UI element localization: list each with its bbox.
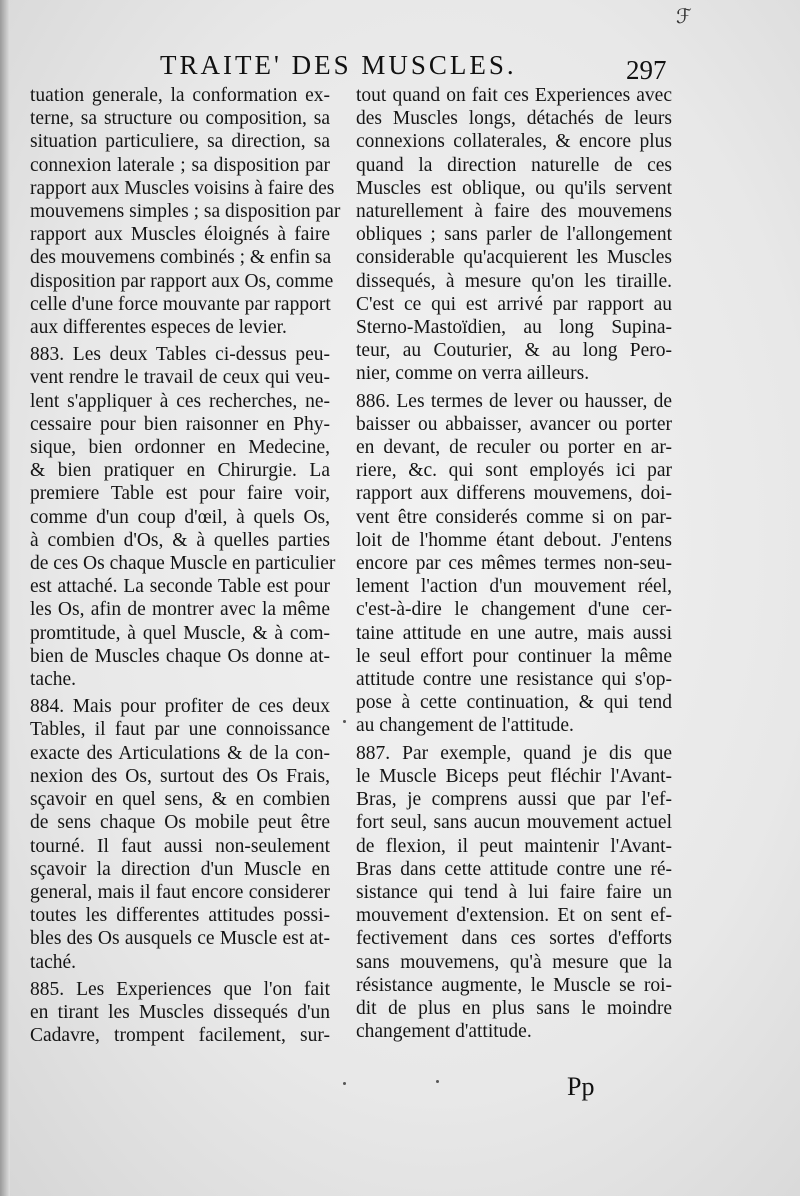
left-column-text-line: de ces Os chaque Muscle en particulier [30,553,336,575]
left-column-text-line: bien de Muscles chaque Os donne at- [30,645,330,667]
left-column-text-line: sique, bien ordonner en Medecine, [30,437,330,459]
left-column-text-line: tache. [30,669,77,691]
right-column-text-line: sans mouvemens, qu'à mesure que la [356,951,672,973]
right-column-text-line: rapport aux differens mouvemens, doi- [356,483,672,505]
right-column-text-line: obliques ; sans parler de l'allongement [356,224,672,246]
right-column-text-line: vent être considerés comme si on par- [356,506,672,528]
right-column-text-line: baisser ou abbaisser, avancer ou porter [356,413,672,435]
right-column-text-line: tout quand on fait ces Experiences avec [356,85,672,106]
right-column-text-line: encore par ces mêmes termes non-seu- [356,553,672,575]
left-column-text-line: cessaire pour bien raisonner en Phy- [30,413,330,435]
page-gutter-shadow [0,0,10,1196]
right-column-text-line: des Muscles longs, détachés de leurs [356,108,672,130]
right-column-text-line: le seul effort pour continuer la même [356,645,672,667]
left-column [30,84,341,1047]
left-column-text-line: des mouvemens combinés ; & enfin sa [30,247,332,269]
right-column-text-line: de flexion, il peut maintenir l'Avant- [356,835,672,857]
left-column-text-line: Tables, il faut par une connoissance [30,719,330,741]
right-column-text-line: C'est ce qui est arrivé par rapport au [356,293,672,315]
left-column-text-line: sçavoir en quel sens, & en combien [30,789,330,811]
right-column-text-line: lement l'action d'un mouvement réel, [356,576,672,598]
left-column-text-line: 885. Les Experiences que l'on fait [30,978,330,1000]
left-column-text-line: lent s'appliquer à ces recherches, ne- [30,390,330,412]
left-column-text-line: est attaché. La seconde Table est pour [30,576,330,598]
left-column-text-line: celle d'une force mouvante par rapport [30,293,331,315]
left-column-text-line: de sens chaque Os mobile peut être [30,812,330,834]
corner-mark: ℱ [676,4,692,28]
left-column-text-line: nexion des Os, surtout des Os Frais, [30,765,330,787]
right-column-text-line: Muscles est oblique, ou qu'ils servent [356,177,672,199]
right-column-text-line: loit de l'homme étant debout. J'entens [356,529,672,551]
left-column-text-line: en tirant les Muscles dissequés d'un [30,1001,330,1023]
right-column-text-line: teur, au Couturier, & au long Pero- [356,340,672,362]
right-column-text-line: dissequés, à mesure qu'on les tiraille. [356,270,672,292]
left-column-text-line: aux differentes especes de levier. [30,317,287,339]
left-column-text-line: 883. Les deux Tables ci-dessus peu- [30,344,330,366]
left-column-text-line: vent rendre le travail de ceux qui veu- [30,367,330,389]
left-column-text-line: connexion laterale ; sa disposition par [30,154,330,176]
left-column-text-line: à combien d'Os, & à quelles parties [30,529,330,551]
right-column-text-line: nier, comme on verra ailleurs. [356,363,590,385]
left-column-text-line: les Os, afin de montrer avec la même [30,599,330,621]
right-column-text-line: riere, &c. qui sont employés ici par [356,460,672,482]
ink-speck [343,720,346,723]
left-column-text-line: Cadavre, trompent facilement, sur- [30,1025,330,1047]
right-column-text-line: dit de plus en plus sans le moindre [356,997,672,1019]
left-column-text-line: promtitude, à quel Muscle, & à com- [30,622,330,644]
right-column-text-line: Sterno-Mastoïdien, au long Supina- [356,317,672,339]
left-column-text-line: tuation generale, la conformation ex- [30,85,330,106]
left-column-text-line: terne, sa structure ou composition, sa [30,108,330,130]
right-column-text-line: changement d'attitude. [356,1021,532,1043]
right-column-text-line: fort seul, sans aucun mouvement actuel [356,812,672,834]
right-column-text-line: 887. Par exemple, quand je dis que [356,742,672,764]
left-column-text-line: tourné. Il faut aussi non-seulement [30,835,330,857]
left-column-text-line: sçavoir la direction d'un Muscle en [30,858,330,880]
right-column-text-line: pose à cette continuation, & qui tend [356,692,672,714]
ink-speck [343,1082,346,1085]
right-column-text-line: le Muscle Biceps peut fléchir l'Avant- [356,765,672,787]
left-column-text-line: mouvemens simples ; sa disposition par [30,201,341,223]
left-column-text-line: situation particuliere, sa direction, sa [30,131,330,153]
right-column-text-line: considerable qu'acquierent les Muscles [356,247,672,269]
right-column [356,84,672,1043]
right-column-text-line: sistance qui tend à lui faire faire un [356,881,672,903]
left-column-text-line: bles des Os ausquels ce Muscle est at- [30,928,330,950]
right-column-text-line: Bras, je comprens aussi que par l'ef- [356,789,672,811]
right-column-text-line: quand la direction naturelle de ces [356,154,672,176]
left-column-text-line: taché. [30,951,77,973]
page-number: 297 [626,55,667,85]
right-column-text-line: résistance augmente, le Muscle se roi- [356,974,672,996]
right-column-text-line: naturellement à faire des mouvemens [356,201,672,223]
right-column-text-line: attitude contre une resistance qui s'op- [356,669,672,691]
signature-mark: Pp [567,1072,595,1101]
right-column-text-line: mouvement d'extension. Et on sent ef- [356,905,672,927]
left-column-text-line: general, mais il faut encore considerer [30,881,330,903]
left-column-text-line: premiere Table est pour faire voir, [30,483,330,505]
ink-speck [436,1080,439,1083]
left-column-text-line: & bien pratiquer en Chirurgie. La [30,460,330,482]
right-column-text-line: au changement de l'attitude. [356,715,574,737]
left-column-text-line: exacte des Articulations & de la con- [30,742,330,764]
right-column-text-line: 886. Les termes de lever ou hausser, de [356,390,672,412]
right-column-text-line: fectivement dans ces sortes d'efforts [356,928,672,950]
left-column-text-line: rapport aux Muscles voisins à faire des [30,177,335,199]
right-column-text-line: c'est-à-dire le changement d'une cer- [356,599,672,621]
right-column-text-line: en devant, de reculer ou porter en ar- [356,437,672,459]
right-column-text-line: taine attitude en une autre, mais aussi [356,622,672,644]
right-column-text-line: connexions collaterales, & encore plus [356,131,672,153]
left-column-text-line: 884. Mais pour profiter de ces deux [30,696,330,718]
left-column-text-line: toutes les differentes attitudes possi- [30,905,330,927]
left-column-text-line: rapport aux Muscles éloignés à faire [30,224,330,246]
right-column-text-line: Bras dans cette attitude contre une ré- [356,858,672,880]
running-head: TRAITE' DES MUSCLES. [160,50,517,80]
left-column-text-line: disposition par rapport aux Os, comme [30,270,334,292]
left-column-text-line: comme d'un coup d'œil, à quels Os, [30,506,330,528]
